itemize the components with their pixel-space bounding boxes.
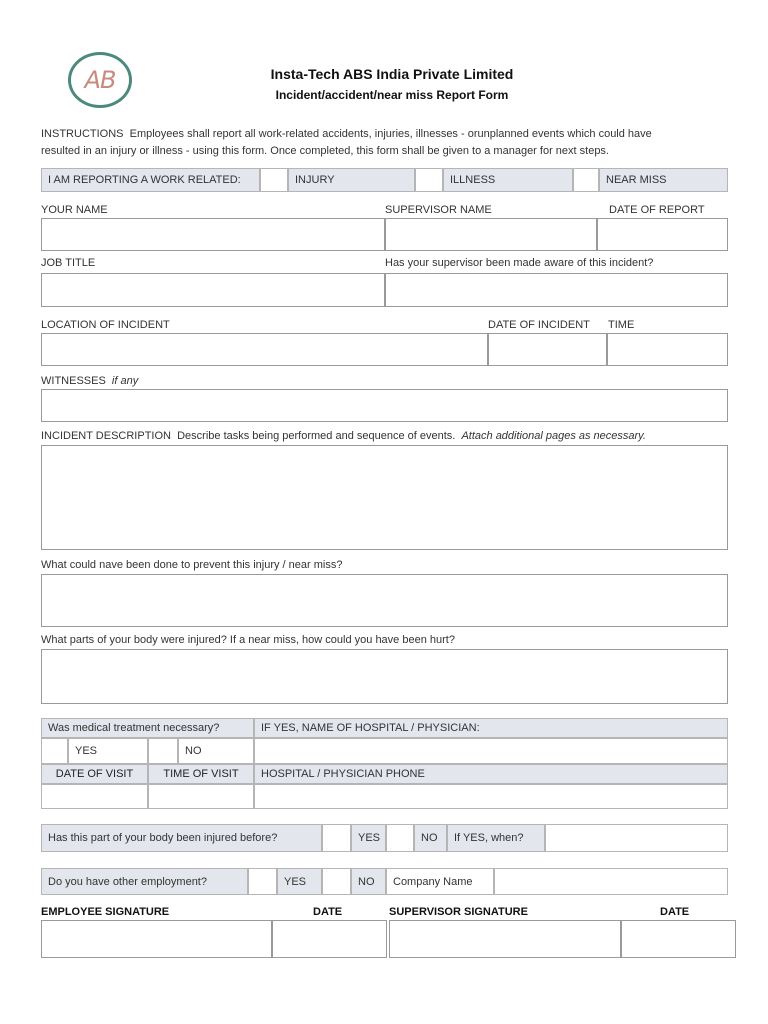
injured-before-yes-label: YES	[351, 824, 386, 852]
prevent-label: What could nave been done to prevent this injury / near miss?	[41, 559, 343, 571]
injured-before-when-input[interactable]	[545, 824, 728, 852]
witnesses-label-line	[41, 375, 138, 387]
your-name-label: YOUR NAME	[41, 204, 108, 216]
instructions-line-1	[41, 128, 652, 140]
hospital-phone-input[interactable]	[254, 784, 728, 809]
employment-yes-checkbox[interactable]	[248, 868, 277, 895]
description-label-line	[41, 430, 646, 442]
prevent-textarea[interactable]	[41, 574, 728, 627]
injured-before-no-checkbox[interactable]	[386, 824, 414, 852]
reporting-prompt: I AM REPORTING A WORK RELATED:	[41, 168, 260, 192]
supervisor-aware-label: Has your supervisor been made aware of this incident?	[385, 257, 654, 269]
employee-signature-input[interactable]	[41, 920, 272, 958]
employment-no-label: NO	[351, 868, 386, 895]
employee-signature-label: EMPLOYEE SIGNATURE	[41, 906, 170, 918]
hospital-name-input[interactable]	[254, 738, 728, 764]
illness-label: ILLNESS	[443, 168, 573, 192]
injury-label: INJURY	[288, 168, 415, 192]
injury-checkbox[interactable]	[260, 168, 288, 192]
company-name-input[interactable]	[494, 868, 728, 895]
hospital-name-label: IF YES, NAME OF HOSPITAL / PHYSICIAN:	[254, 718, 728, 738]
witnesses-input[interactable]	[41, 389, 728, 422]
time-of-visit-input[interactable]	[148, 784, 254, 809]
supervisor-date-input[interactable]	[621, 920, 736, 958]
injured-before-yes-checkbox[interactable]	[322, 824, 351, 852]
injured-before-no-label: NO	[414, 824, 447, 852]
supervisor-date-label: DATE	[660, 906, 690, 918]
employee-date-input[interactable]	[272, 920, 387, 958]
description-help: Describe tasks being performed and sequence of events.	[177, 430, 456, 442]
location-label: LOCATION OF INCIDENT	[41, 319, 170, 331]
your-name-input[interactable]	[41, 218, 385, 251]
form-title: Incident/accident/near miss Report Form	[275, 88, 509, 102]
supervisor-name-input[interactable]	[385, 218, 597, 251]
body-parts-textarea[interactable]	[41, 649, 728, 704]
time-of-visit-label: TIME OF VISIT	[148, 764, 254, 784]
job-title-label: JOB TITLE	[41, 257, 96, 269]
medical-yes-checkbox[interactable]	[41, 738, 68, 764]
supervisor-signature-label: SUPERVISOR SIGNATURE	[389, 906, 528, 918]
description-textarea[interactable]	[41, 445, 728, 550]
logo-text: AB	[84, 66, 116, 94]
employment-question: Do you have other employment?	[41, 868, 248, 895]
time-input[interactable]	[607, 333, 728, 366]
supervisor-name-label: SUPERVISOR NAME	[385, 204, 492, 216]
job-title-input[interactable]	[41, 273, 385, 307]
description-label: INCIDENT DESCRIPTION	[41, 430, 171, 442]
body-parts-label: What parts of your body were injured? If a near miss, how could you have been hurt?	[41, 634, 455, 646]
hospital-phone-label: HOSPITAL / PHYSICIAN PHONE	[254, 764, 728, 784]
near-miss-label: NEAR MISS	[599, 168, 728, 192]
location-input[interactable]	[41, 333, 488, 366]
illness-checkbox[interactable]	[415, 168, 443, 192]
employment-yes-label: YES	[277, 868, 322, 895]
witnesses-label: WITNESSES	[41, 375, 106, 387]
date-of-report-label: DATE OF REPORT	[609, 204, 705, 216]
supervisor-signature-input[interactable]	[389, 920, 621, 958]
near-miss-checkbox[interactable]	[573, 168, 599, 192]
medical-question: Was medical treatment necessary?	[41, 718, 254, 738]
instructions-label: INSTRUCTIONS	[41, 128, 124, 140]
employment-no-checkbox[interactable]	[322, 868, 351, 895]
instructions-text-1: Employees shall report all work-related accidents, injuries, illnesses - orunplanned events which could have	[129, 128, 652, 140]
company-name: Insta-Tech ABS India Private Limited	[270, 66, 514, 82]
injured-before-question: Has this part of your body been injured before?	[41, 824, 322, 852]
date-of-incident-input[interactable]	[488, 333, 607, 366]
date-of-incident-label: DATE OF INCIDENT	[488, 319, 590, 331]
injured-before-when-label: If YES, when?	[447, 824, 545, 852]
time-label: TIME	[608, 319, 635, 331]
date-of-report-input[interactable]	[597, 218, 728, 251]
supervisor-aware-input[interactable]	[385, 273, 728, 307]
witnesses-note: if any	[111, 375, 139, 387]
medical-no-checkbox[interactable]	[148, 738, 178, 764]
medical-yes-label: YES	[68, 738, 148, 764]
company-name-label: Company Name	[386, 868, 494, 895]
instructions-text-2: resulted in an injury or illness - using this form. Once completed, this form shall be given to a manager for next steps.	[41, 145, 609, 157]
description-note: Attach additional pages as necessary.	[461, 430, 646, 442]
medical-no-label: NO	[178, 738, 254, 764]
date-of-visit-input[interactable]	[41, 784, 148, 809]
employee-date-label: DATE	[313, 906, 343, 918]
date-of-visit-label: DATE OF VISIT	[41, 764, 148, 784]
